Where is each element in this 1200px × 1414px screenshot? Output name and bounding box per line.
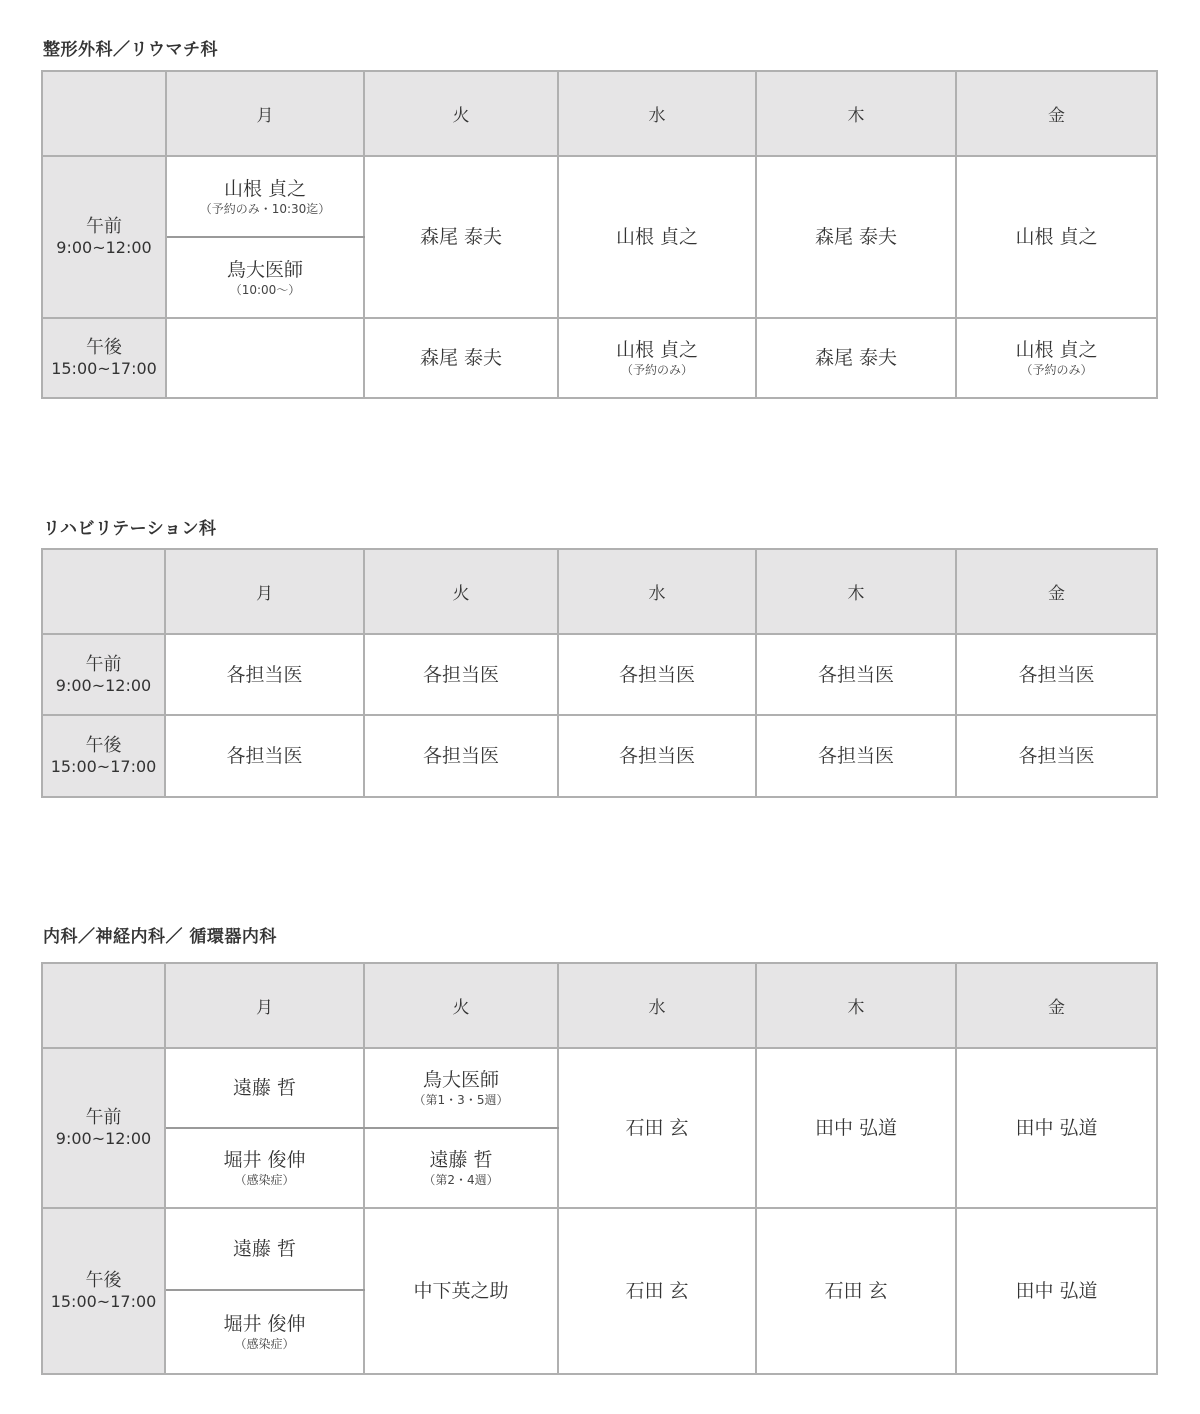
- cell-am-wed: [558, 634, 756, 715]
- doctor-name: 各担当医: [618, 745, 695, 767]
- header-corner-cell: [42, 71, 166, 156]
- doctor-name: 田中 弘道: [1015, 1117, 1098, 1139]
- cell-pm-mon-2: [165, 1290, 364, 1374]
- day-header-tue: 火: [364, 71, 558, 156]
- doctor-name: 各担当医: [1018, 663, 1095, 686]
- period-label: 午前: [86, 216, 122, 237]
- doctor-note: （第2・4週）: [423, 1173, 499, 1187]
- doctor-note: （第1・3・5週）: [413, 1093, 509, 1107]
- cell-pm-tue: [364, 318, 558, 398]
- doctor-note: （予約のみ）: [620, 363, 693, 377]
- day-header-wed: 水: [558, 549, 756, 634]
- doctor-name: 山根 貞之: [1015, 339, 1098, 361]
- table-row-am: [42, 634, 1157, 715]
- doctor-name: 各担当医: [226, 663, 303, 686]
- cell-am-tue: [364, 156, 558, 318]
- cell-am-fri: [956, 1048, 1157, 1208]
- doctor-name: 山根 貞之: [615, 226, 699, 248]
- period-header-pm: [42, 318, 166, 398]
- day-header-tue: 火: [364, 963, 558, 1048]
- table-row-pm-1: [42, 1208, 1157, 1290]
- period-time: 9:00~12:00: [55, 1129, 152, 1148]
- cell-am-fri: [956, 634, 1157, 715]
- period-label: 午後: [85, 735, 122, 756]
- doctor-name: 堀井 俊伸: [223, 1149, 306, 1171]
- cell-am-mon-1: [166, 156, 364, 237]
- doctor-note: （予約のみ）: [1020, 363, 1093, 377]
- doctor-name: 各担当医: [422, 745, 499, 767]
- cell-pm-fri: [956, 1208, 1157, 1374]
- doctor-name: 鳥大医師: [422, 1069, 499, 1091]
- doctor-name: 森尾 泰夫: [814, 226, 898, 248]
- doctor-note: （感染症）: [234, 1337, 295, 1351]
- cell-pm-mon: [165, 715, 364, 797]
- section-title-orthopedics: 整形外科／リウマチ科: [43, 40, 218, 60]
- section-title-internal-medicine: 内科／神経内科／ 循環器内科: [43, 927, 277, 947]
- doctor-name: 各担当医: [817, 745, 894, 767]
- cell-am-fri: [956, 156, 1157, 318]
- doctor-name: 各担当医: [422, 663, 499, 686]
- cell-pm-tue: [364, 715, 558, 797]
- cell-pm-wed: [558, 318, 756, 398]
- doctor-name: 各担当医: [1018, 745, 1095, 767]
- day-header-mon: 月: [166, 71, 364, 156]
- day-header-fri: 金: [956, 963, 1157, 1048]
- period-header-pm: [42, 1208, 165, 1374]
- doctor-name: 遠藤 哲: [429, 1149, 493, 1171]
- header-row: [42, 963, 1157, 1048]
- doctor-name: 石田 玄: [824, 1280, 888, 1302]
- cell-pm-thu: [756, 715, 956, 797]
- cell-pm-thu: [756, 1208, 956, 1374]
- period-time: 15:00~17:00: [50, 1292, 157, 1311]
- cell-am-thu: [756, 634, 956, 715]
- period-label: 午前: [85, 1107, 122, 1128]
- cell-pm-fri: [956, 715, 1157, 797]
- cell-pm-wed: [558, 715, 756, 797]
- cell-pm-mon-1: [165, 1208, 364, 1290]
- day-header-wed: 水: [558, 71, 756, 156]
- doctor-name: 田中 弘道: [1015, 1280, 1098, 1302]
- schedule-table-rehabilitation: [41, 548, 1158, 798]
- cell-pm-tue: [364, 1208, 558, 1374]
- period-header-am: [42, 634, 165, 715]
- cell-am-wed: [558, 1048, 756, 1208]
- day-header-mon: 月: [165, 963, 364, 1048]
- doctor-name: 石田 玄: [625, 1280, 689, 1302]
- period-label: 午前: [85, 653, 122, 675]
- day-header-thu: 木: [756, 549, 956, 634]
- table-row-pm: [42, 715, 1157, 797]
- cell-pm-wed: [558, 1208, 756, 1374]
- header-corner-cell: [42, 963, 165, 1048]
- cell-pm-thu: [756, 318, 956, 398]
- cell-pm-fri: [956, 318, 1157, 398]
- period-time: 9:00~12:00: [56, 238, 152, 257]
- cell-pm-mon: [166, 318, 364, 398]
- period-time: 15:00~17:00: [50, 757, 157, 776]
- day-header-wed: 水: [558, 963, 756, 1048]
- day-header-mon: 月: [165, 549, 364, 634]
- period-time: 9:00~12:00: [55, 675, 152, 695]
- period-label: 午後: [86, 337, 122, 358]
- period-time: 15:00~17:00: [51, 359, 157, 378]
- doctor-name: 遠藤 哲: [232, 1238, 297, 1260]
- doctor-name: 田中 弘道: [814, 1117, 898, 1139]
- doctor-name: 森尾 泰夫: [419, 347, 503, 369]
- period-header-am: [42, 156, 166, 318]
- doctor-name: 鳥大医師: [226, 258, 303, 281]
- day-header-thu: 木: [756, 71, 956, 156]
- doctor-note: （感染症）: [234, 1173, 295, 1187]
- cell-am-mon-2: [166, 237, 364, 318]
- cell-am-tue-1: [364, 1048, 558, 1128]
- doctor-name: 山根 貞之: [1015, 226, 1098, 248]
- cell-am-wed: [558, 156, 756, 318]
- doctor-name: 山根 貞之: [223, 177, 307, 200]
- table-row-pm: [42, 318, 1157, 398]
- header-row: [42, 71, 1157, 156]
- cell-am-mon-1: [165, 1048, 364, 1128]
- doctor-name: 各担当医: [817, 663, 894, 686]
- cell-am-thu: [756, 1048, 956, 1208]
- cell-am-mon-2: [165, 1128, 364, 1208]
- doctor-name: 山根 貞之: [615, 339, 699, 361]
- doctor-note: （10:00～）: [229, 282, 301, 297]
- schedule-table-internal-medicine: [41, 962, 1158, 1375]
- doctor-name: 森尾 泰夫: [419, 226, 503, 248]
- period-label: 午後: [85, 1270, 122, 1291]
- doctor-name: 堀井 俊伸: [223, 1313, 306, 1335]
- period-header-am: [42, 1048, 165, 1208]
- cell-am-tue-2: [364, 1128, 558, 1208]
- doctor-name: 中下英之助: [413, 1280, 509, 1302]
- day-header-tue: 火: [364, 549, 558, 634]
- doctor-name: 石田 玄: [625, 1117, 689, 1139]
- day-header-thu: 木: [756, 963, 956, 1048]
- cell-am-mon: [165, 634, 364, 715]
- section-title-rehabilitation: リハビリテーション科: [43, 519, 217, 539]
- doctor-name: 遠藤 哲: [232, 1077, 297, 1099]
- schedule-table-orthopedics: [41, 70, 1158, 399]
- doctor-note: （予約のみ・10:30迄）: [199, 201, 331, 216]
- header-corner-cell: [42, 549, 165, 634]
- table-row-am-1: [42, 156, 1157, 237]
- doctor-name: 森尾 泰夫: [814, 347, 898, 369]
- table-row-am-1: [42, 1048, 1157, 1128]
- day-header-fri: 金: [956, 71, 1157, 156]
- cell-am-thu: [756, 156, 956, 318]
- period-header-pm: [42, 715, 165, 797]
- cell-am-tue: [364, 634, 558, 715]
- header-row: [42, 549, 1157, 634]
- doctor-name: 各担当医: [226, 745, 303, 767]
- doctor-name: 各担当医: [618, 663, 695, 686]
- day-header-fri: 金: [956, 549, 1157, 634]
